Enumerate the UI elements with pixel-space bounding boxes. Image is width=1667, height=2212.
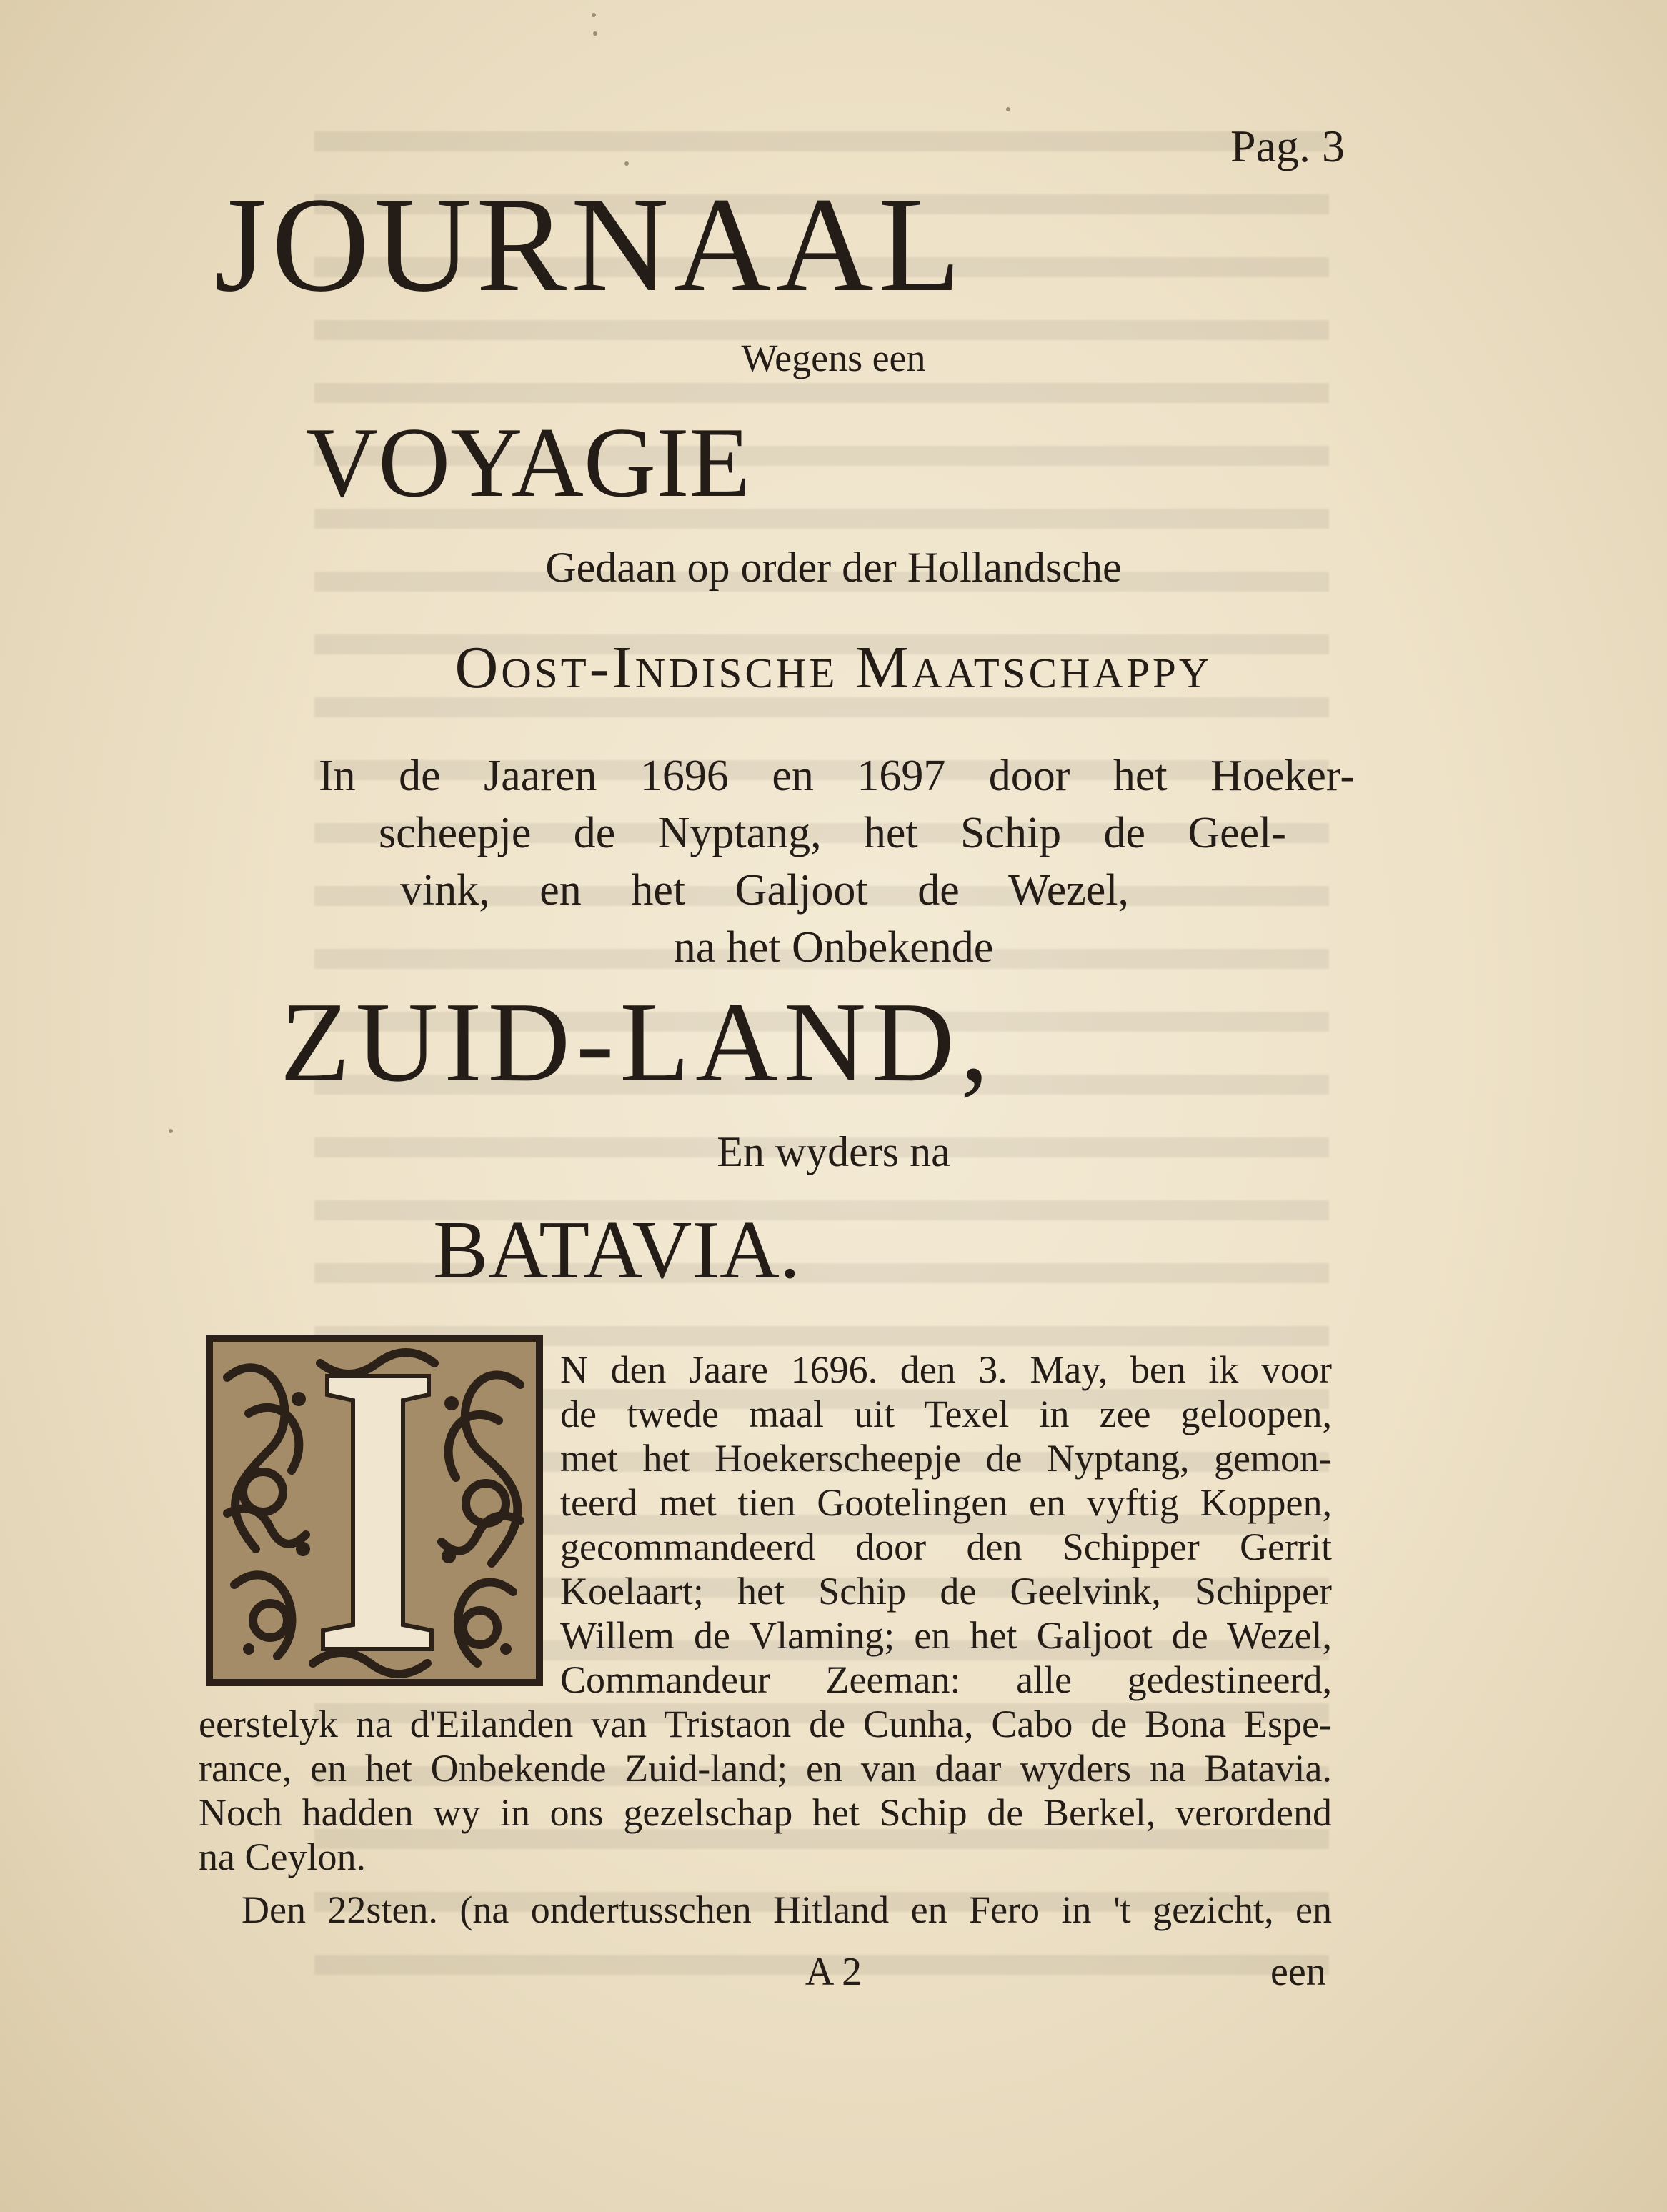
heading-zuidland: ZUID-LAND, (280, 978, 995, 1105)
body-line: eerstelyk na d'Eilanden van Tristaon de Cunha, Cabo de Bona Espe- (199, 1703, 1332, 1745)
heading-voyagie: VOYAGIE (306, 407, 751, 518)
jaaren-line: na het Onbekende (673, 923, 994, 972)
body-line: na Ceylon. (199, 1835, 366, 1878)
subtitle-wyders: En wyders na (717, 1128, 950, 1175)
subtitle-wegens: Wegens een (741, 337, 926, 379)
heading-company: Oost-Indische Maatschappy (454, 634, 1213, 701)
ink-speck (593, 31, 597, 36)
page-title: JOURNAAL (214, 170, 965, 320)
signature-mark: A 2 (805, 1950, 862, 1994)
body-line: met het Hoekerscheepje de Nyptang, gemon- (560, 1437, 1332, 1480)
body-line: Noch hadden wy in ons gezelschap het Schip de Berkel, verordend (199, 1791, 1332, 1834)
jaaren-line: In de Jaaren 1696 en 1697 door het Hoeker- (319, 752, 1355, 800)
body-line: N den Jaare 1696. den 3. May, ben ik voor (560, 1348, 1332, 1391)
jaaren-line: vink, en het Galjoot de Wezel, (400, 866, 1129, 915)
jaaren-line: scheepje de Nyptang, het Schip de Geel- (379, 809, 1286, 857)
body-line: Den 22sten. (na ondertusschen Hitland en Fero in 't gezicht, en (242, 1888, 1332, 1931)
initial-letter: I (373, 1600, 376, 1608)
ink-speck (592, 13, 596, 17)
subtitle-gedaan: Gedaan op order der Hollandsche (545, 544, 1122, 591)
ink-speck (1006, 107, 1010, 111)
body-line: de twede maal uit Texel in zee geloopen, (560, 1393, 1332, 1435)
body-line: Koelaart; het Schip de Geelvink, Schipper (560, 1570, 1332, 1613)
body-line: Willem de Vlaming; en het Galjoot de Wezel, (560, 1614, 1332, 1657)
catchword: een (1270, 1950, 1326, 1994)
body-line: gecommandeerd door den Schipper Gerrit (560, 1525, 1332, 1568)
page-number: Pag. 3 (1230, 121, 1345, 171)
body-line: rance, en het Onbekende Zuid-land; en van daar wyders na Batavia. (199, 1747, 1332, 1790)
ink-speck (624, 161, 629, 166)
heading-batavia: BATAVIA. (433, 1205, 800, 1296)
decorated-initial (206, 1335, 543, 1686)
body-line: teerd met tien Gootelingen en vyftig Koppen, (560, 1481, 1332, 1524)
body-line: Commandeur Zeeman: alle gedestineerd, (560, 1658, 1332, 1701)
